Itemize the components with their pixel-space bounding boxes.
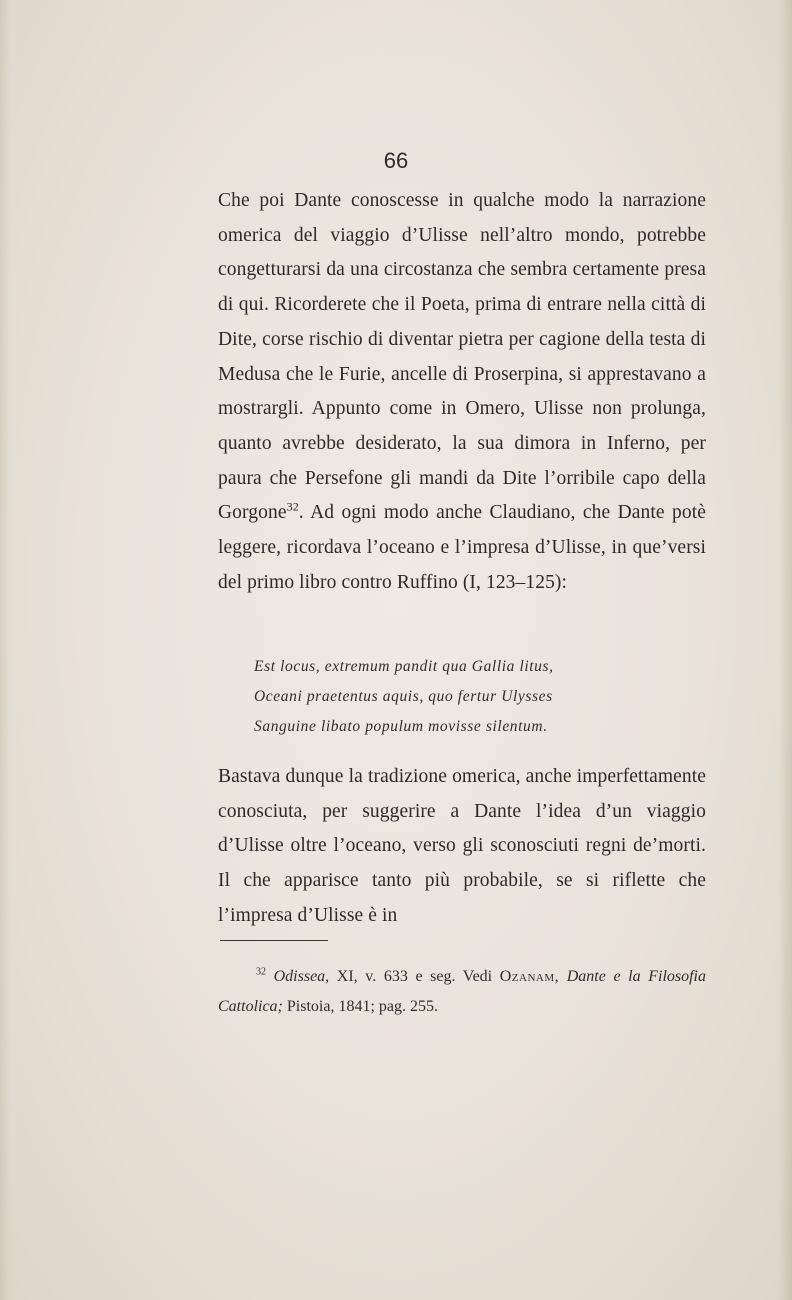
paragraph-1-text-continued: . Ad ogni modo anche Claudiano, che Dante potè leggere, ricordava l’oceano e l’impresa d’Ulisse, in que’versi del primo libro contro Ruffino (I, 123–125):: [218, 502, 706, 593]
quote-line: Est locus, extremum pandit qua Gallia litus,: [254, 658, 554, 675]
footnote: [218, 962, 706, 1022]
paragraph-2: Bastava dunque la tradizione omerica, anche imperfettamente conosciuta, per suggerire a Dante l’idea d’un viaggio d’Ulisse oltre l’oceano, verso gli sconosciuti regni de’morti. Il che apparisce tanto più probabile, se si riflette che l’impresa d’Ulisse è in: [218, 766, 706, 926]
paragraph-1: [218, 184, 706, 600]
page-number: 66: [383, 148, 409, 173]
quote-line: Sanguine libato populum movisse silentum.: [254, 718, 548, 735]
footnote-title: Dante e la Filosofia Cattolica;: [218, 968, 707, 1015]
main-text-continued: [218, 760, 706, 934]
page-edge-shadow-left: [0, 0, 10, 1300]
footnote-ref: XI, v. 633 e seg. Vedi: [329, 968, 500, 985]
paragraph-1-text: Che poi Dante conoscesse in qualche modo la narrazione omerica del viaggio d’Ulisse nell’altro mondo, potrebbe congetturarsi da una circostanza che sembra certamente presa di qui. Ricorderete che il Poeta, prima di entrare nella città di Dite, corse rischio di diventar pietra per cagione della testa di Medusa che le Furie, ancelle di Proserpina, si apprestavano a mostrargli. Appunto come in Omero, Ulisse non prolunga, quanto avrebbe desiderato, la sua dimora in Inferno, per paura che Persefone gli mandi da Dite l’orribile capo della Gorgone: [218, 190, 706, 524]
footnote-number: 32: [256, 966, 266, 978]
quote-line: Oceani praetentus aquis, quo fertur Ulysses: [254, 688, 553, 705]
main-text: [218, 184, 706, 600]
footnote-divider: [220, 940, 328, 941]
footnote-reference: 32: [286, 499, 299, 514]
footnote-author: Ozanam,: [499, 968, 560, 985]
footnote-work: Odissea,: [273, 968, 330, 985]
page-edge-shadow-right: [778, 0, 792, 1300]
footnote-rest: Pistoia, 1841; pag. 255.: [282, 998, 438, 1015]
latin-quotation: [254, 652, 694, 742]
